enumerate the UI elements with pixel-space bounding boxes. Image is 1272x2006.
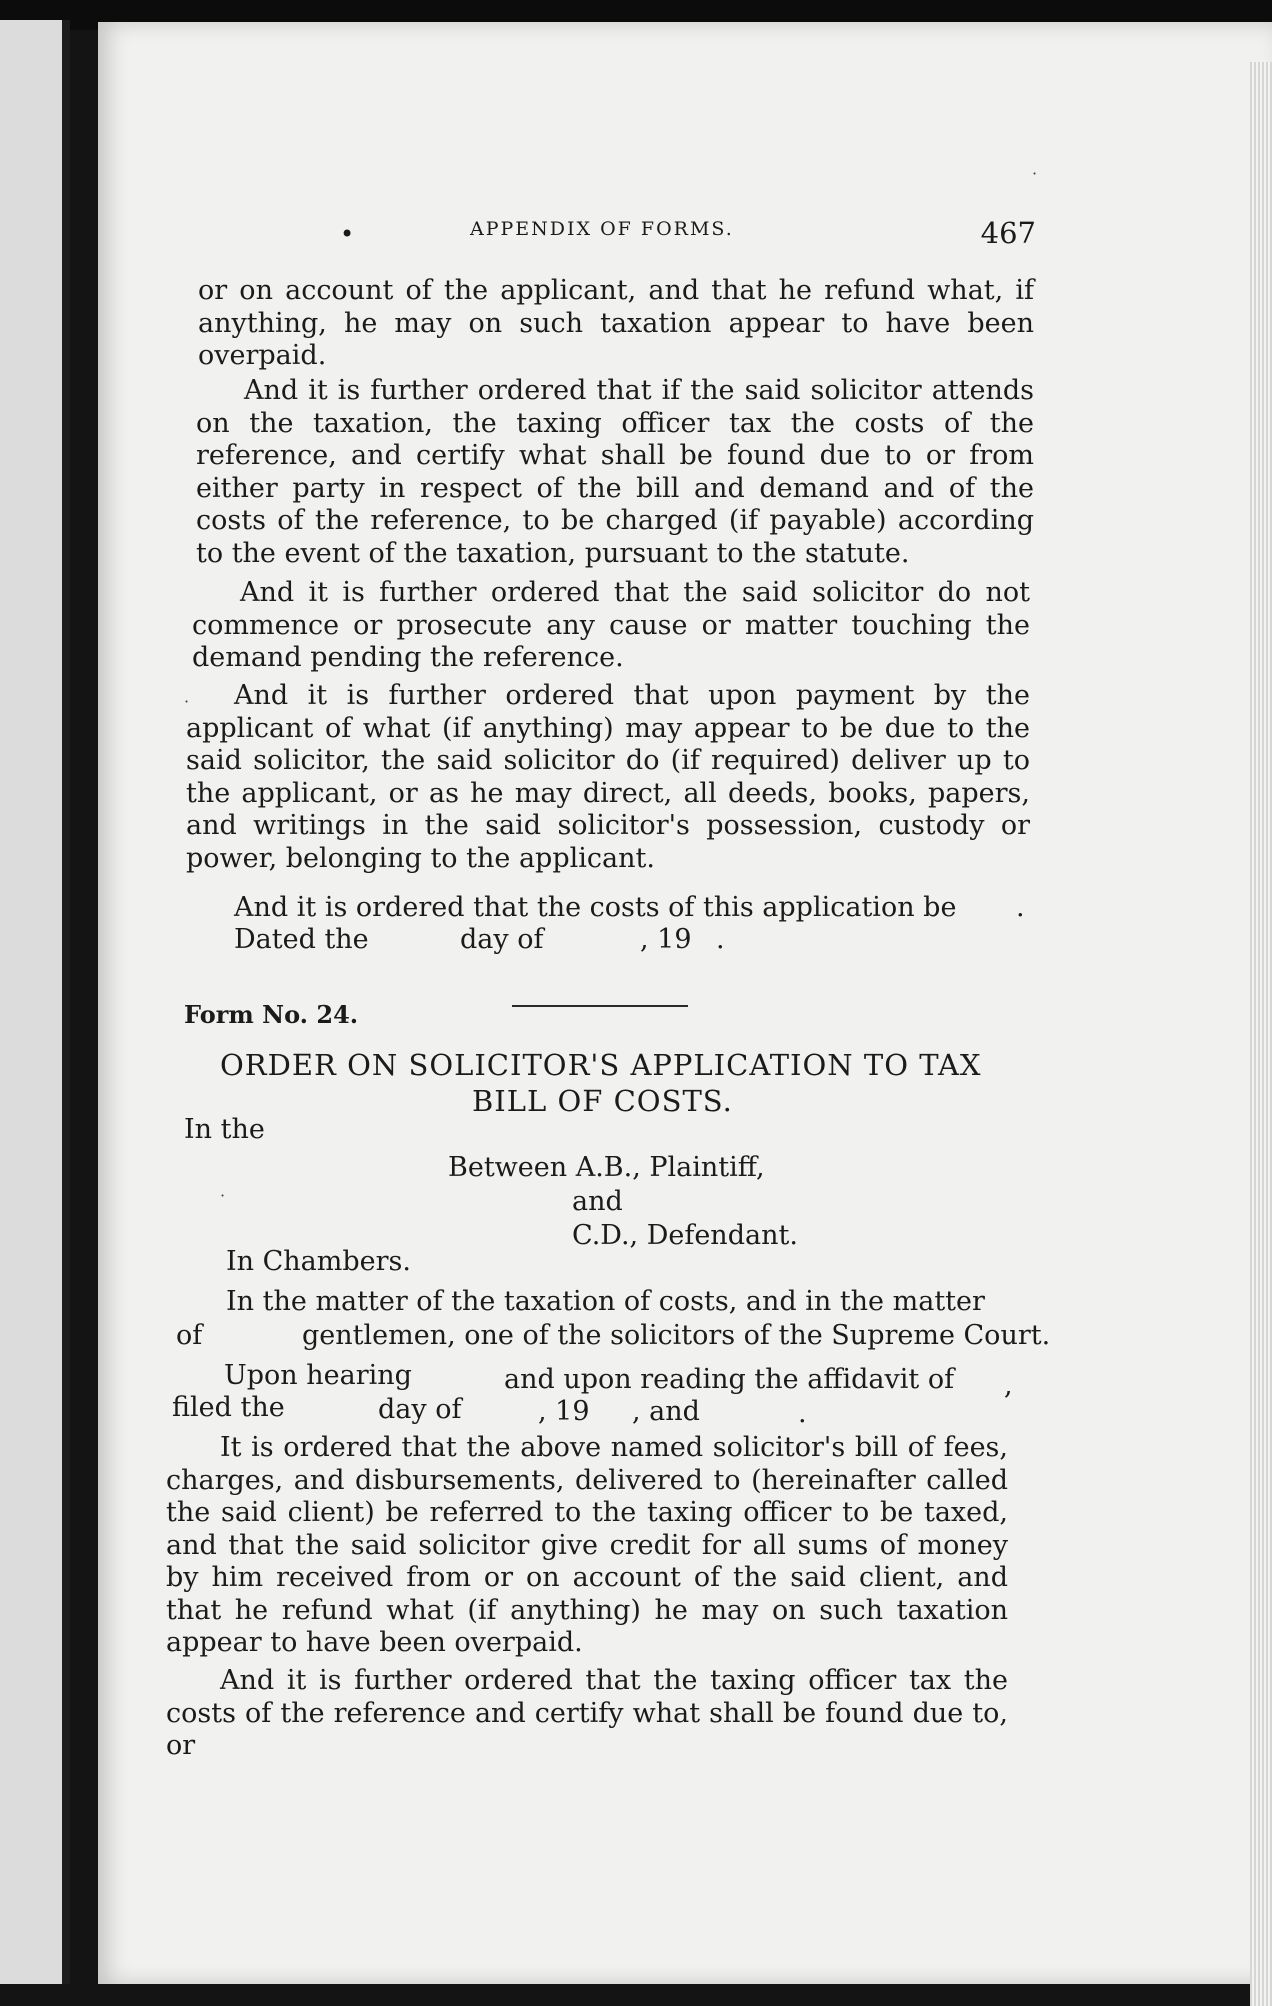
paragraph-refund: or on account of the applicant, and that he refund what, if anything, he may on such taxation appear to have been overpaid. xyxy=(198,275,1034,371)
stray-mark: · xyxy=(1032,164,1038,183)
costs-line-end: . xyxy=(1016,892,1025,923)
caption-defendant: C.D., Defendant. xyxy=(572,1220,798,1251)
paragraph-no-prosecution: And it is further ordered that the said solicitor do not commence or prosecute any cause or matter touching the demand pending the reference. xyxy=(192,577,1030,673)
dated-end: . xyxy=(716,924,725,955)
hearing-comma: , xyxy=(1004,1370,1013,1401)
hearing-filed: filed the xyxy=(172,1392,285,1423)
hearing-reading: and upon reading the affidavit of xyxy=(504,1364,955,1395)
paragraph-deliver-up: And it is further ordered that upon payment by the applicant of what (if anything) may appear to be due to the said solicitor, the said solicitor do (if required) deliver up to the applicant, or as he may direct, all deeds, books, papers, and writings in the said solicitor's possession, custody or power, belonging to the applicant. xyxy=(186,680,1030,874)
dated-year: , 19 xyxy=(640,924,692,955)
running-header xyxy=(340,216,1036,258)
paragraph-taxation: And it is further ordered that if the said solicitor attends on the taxation, the taxing officer tax the costs of the reference, and certify what shall be found due to or from either party in respect of the bill and demand and of the costs of the reference, to be charged (if payable) according to the event of the taxation, pursuant to the statute. xyxy=(196,375,1034,569)
stray-mark: • xyxy=(340,220,355,248)
section-rule xyxy=(512,1005,688,1007)
form-label: Form No. 24. xyxy=(184,1000,359,1029)
caption-between: Between A.B., Plaintiff, xyxy=(448,1152,765,1183)
form-heading-line2: BILL OF COSTS. xyxy=(472,1084,733,1118)
dated-label: Dated the xyxy=(234,924,369,955)
costs-line: And it is ordered that the costs of this application be xyxy=(234,892,957,923)
stray-mark: · xyxy=(220,1186,226,1205)
hearing-upon: Upon hearing xyxy=(224,1360,412,1391)
hearing-end: . xyxy=(798,1398,807,1429)
caption-in-the: In the xyxy=(184,1114,265,1145)
hearing-and: , and xyxy=(632,1396,700,1427)
matter-line1: In the matter of the taxation of costs, and in the matter xyxy=(226,1286,985,1317)
facing-page-edge xyxy=(0,20,70,1984)
paragraph-certify: And it is further ordered that the taxing officer tax the costs of the reference and certify what shall be found due to, or xyxy=(166,1665,1008,1761)
form-heading-line1: ORDER ON SOLICITOR'S APPLICATION TO TAX xyxy=(220,1048,982,1082)
stray-mark: · xyxy=(184,692,190,711)
caption-chambers: In Chambers. xyxy=(226,1246,411,1277)
caption-and: and xyxy=(572,1186,623,1217)
matter-line2: gentlemen, one of the solicitors of the Supreme Court. xyxy=(302,1320,1051,1351)
matter-of: of xyxy=(176,1320,203,1351)
page-stack-edge xyxy=(1250,62,1272,2006)
hearing-year: , 19 xyxy=(538,1396,590,1427)
dated-day-of: day of xyxy=(460,924,544,955)
paragraph-bill-referred: It is ordered that the above named solicitor's bill of fees, charges, and disbursements, delivered to (hereinafter called the said client) be referred to the taxing officer to be taxed, and that the said solicitor give credit for all sums of money by him received from or on account of the said client, and that he refund what (if anything) he may on such taxation appear to have been overpaid. xyxy=(166,1432,1008,1658)
page-number: 467 xyxy=(980,216,1036,250)
hearing-day-of: day of xyxy=(378,1394,462,1425)
header-title: APPENDIX OF FORMS. xyxy=(470,218,734,240)
